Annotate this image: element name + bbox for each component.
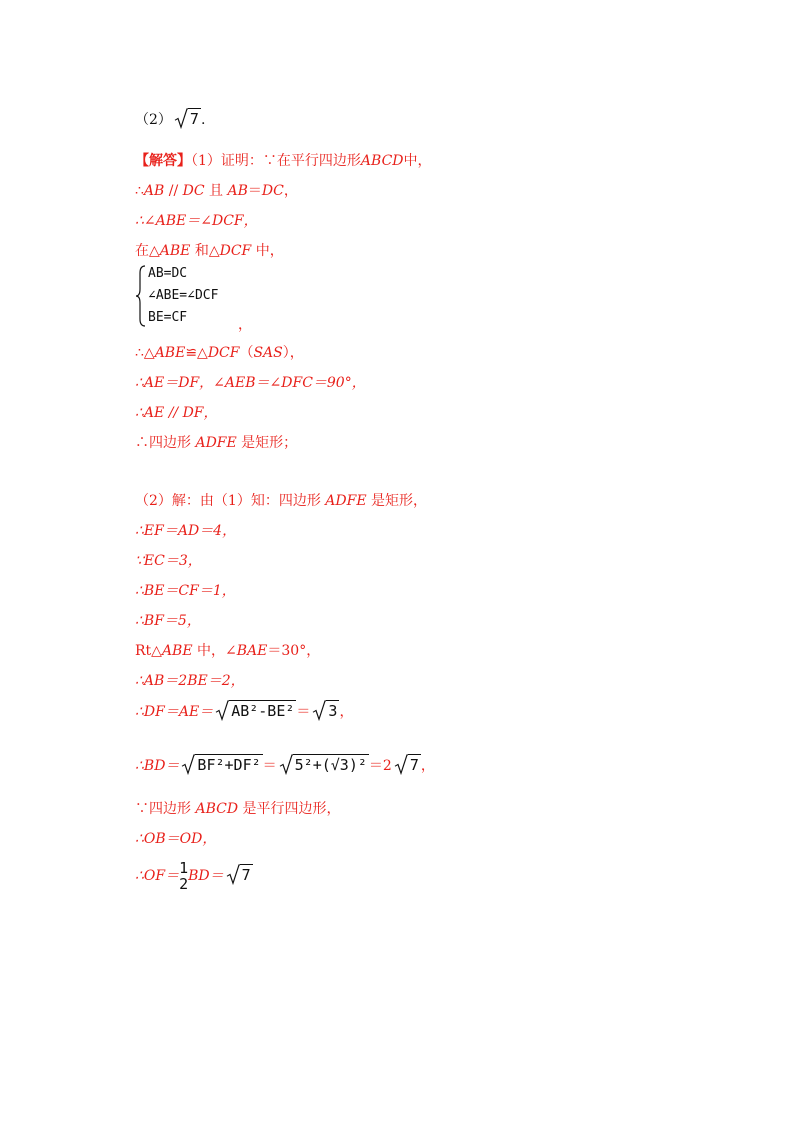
fraction-one-half: 1 2 (179, 859, 189, 893)
answer-tag: 【解答】 (135, 153, 191, 169)
sqrt-7-result: 7 (394, 754, 421, 775)
part2-line-5: ∴BF＝5， (135, 613, 201, 629)
sqrt-bf2-df2: BF²+DF² (181, 754, 262, 775)
part-label: （2） (135, 112, 172, 128)
system-eq-3: BE=CF (148, 310, 188, 325)
proof-line-4: 在△ABE 和△DCF 中， (135, 243, 284, 259)
part2-line-8: ∴DF＝AE＝ AB²-BE² ＝ 3 ， (135, 702, 354, 720)
part2-line-3: ∵EC＝3， (135, 553, 202, 569)
part2-line-10: ∵四边形 ABCD 是平行四边形， (135, 801, 341, 817)
proof-line-8: ∴四边形 ADFE 是矩形； (135, 435, 298, 451)
part2-line-1: （2）解：由（1）知：四边形 ADFE 是矩形， (135, 493, 427, 509)
part2-line-6: Rt△ABE 中，∠BAE＝30°， (135, 643, 321, 659)
system-eq-1: AB=DC (148, 266, 188, 281)
part2-line-4: ∴BE＝CF＝1， (135, 583, 236, 599)
part2-line-9: ∴BD＝ BF²+DF² ＝ 5²+(√3)² ＝2 7 ， (135, 756, 435, 774)
solution-intro: 【解答】（1）证明：∵在平行四边形ABCD中， (135, 153, 432, 169)
proof-line-7: ∴AE // DF， (135, 405, 218, 421)
system-brace (135, 265, 147, 327)
proof-line-5: ∴△ABE≌△DCF（SAS）， (135, 345, 304, 361)
sqrt-7: 7 (174, 108, 201, 129)
proof-line-2: ∴AB // DC 且 AB＝DC， (135, 183, 298, 199)
part2-line-2: ∴EF＝AD＝4， (135, 523, 237, 539)
sqrt-7-final: 7 (226, 864, 253, 885)
answer-header: （2） 7 . (135, 110, 206, 128)
part2-line-12: ∴OF＝ 1 2 BD＝ 7 (135, 859, 251, 893)
sqrt-25-3: 5²+(√3)² (279, 754, 369, 775)
part2-line-7: ∴AB＝2BE＝2， (135, 673, 245, 689)
part2-line-11: ∴OB＝OD， (135, 831, 217, 847)
proof-line-6: ∴AE＝DF，∠AEB＝∠DFC＝90°， (135, 375, 366, 391)
system-comma: ， (238, 317, 252, 333)
system-eq-2: ∠ABE=∠DCF (148, 288, 219, 303)
proof-line-3: ∴∠ABE＝∠DCF， (135, 213, 258, 229)
sqrt-3: 3 (312, 700, 339, 721)
sqrt-ab2-be2: AB²-BE² (215, 700, 296, 721)
